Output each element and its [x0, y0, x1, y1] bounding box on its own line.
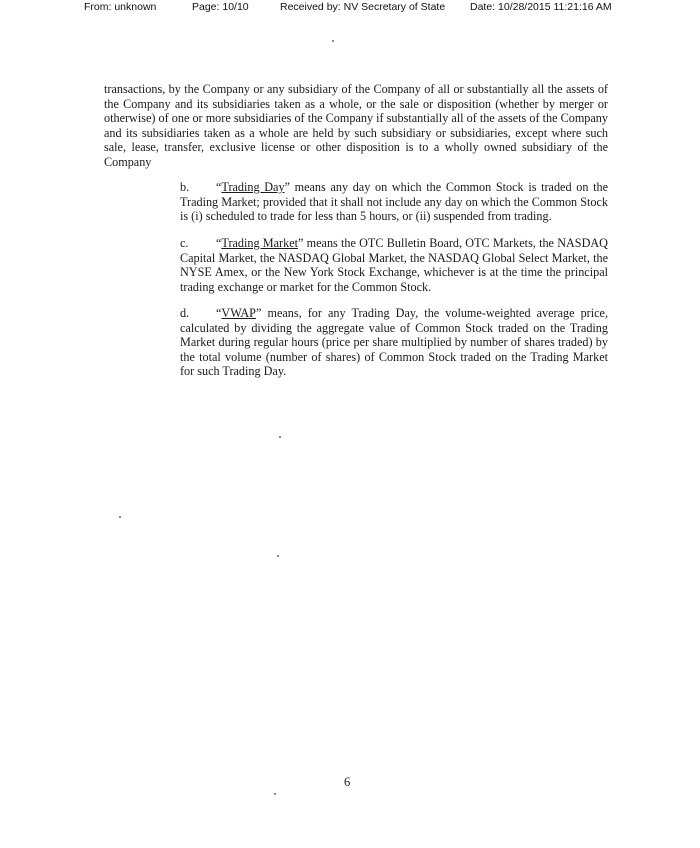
defined-term: VWAP	[221, 306, 256, 320]
definition-label: b.	[180, 180, 190, 194]
definition-text: means any day on which the Common Stock is traded on the Trading Market; provided that it shall not include any day on which the Common Stock is (i) scheduled to trade for less than 5 hours, or (ii) suspended from trading.	[180, 180, 608, 224]
fax-from: From: unknown	[84, 1, 157, 13]
definition-trading-market: c. “Trading Market” means the OTC Bulletin Board, OTC Markets, the NASDAQ Capital Market, the NASDAQ Global Market, the NASDAQ Global Select Market, the NYSE Amex, or the New York Stock Exchange, whichever is at the time the principal trading exchange or market for the Common Stock.	[180, 236, 608, 294]
definition-label: d.	[180, 306, 190, 320]
fax-page: Page: 10/10	[192, 1, 249, 13]
scan-speck	[332, 40, 334, 42]
scan-speck	[279, 436, 281, 438]
defined-term: Trading Day	[221, 180, 285, 194]
definition-label: c.	[180, 236, 189, 250]
defined-term: Trading Market	[221, 236, 298, 250]
fax-received-by: Received by: NV Secretary of State	[280, 1, 446, 13]
definition-text: means the OTC Bulletin Board, OTC Markets, the NASDAQ Capital Market, the NASDAQ Global Market, the NASDAQ Global Select Market, the NYSE Amex, or the New York Stock Exchange, whichever is at the time the principal trading exchange or market for the Common Stock.	[180, 236, 608, 294]
paragraph-continuation	[104, 82, 608, 170]
fax-date: Date: 10/28/2015 11:21:16 AM	[470, 1, 612, 13]
page-number: 6	[344, 775, 351, 789]
definition-trading-day: b. “Trading Day” means any day on which the Common Stock is traded on the Trading Market; provided that it shall not include any day on which the Common Stock is (i) scheduled to trade for less than 5 hours, or (ii) suspended from trading.	[180, 180, 608, 224]
fax-header	[0, 0, 700, 16]
scan-speck	[274, 793, 276, 795]
continuation-text: transactions, by the Company or any subsidiary of the Company of all or substantially all the assets of the Company and its subsidiaries taken as a whole, or the sale or disposition (whether by merger or otherwise) of one or more subsidiaries of the Company if substantially all of the assets of the Company and its subsidiaries taken as a whole are held by such subsidiary or subsidiaries, except where such sale, lease, transfer, exclusive license or other disposition is to a wholly owned subsidiary of the Company	[104, 82, 608, 169]
definition-vwap: d. “VWAP” means, for any Trading Day, the volume-weighted average price, calculated by dividing the aggregate value of Common Stock traded on the Trading Market during regular hours (price per share multiplied by number of shares traded) by the total volume (number of shares) of Common Stock traded on the Trading Market for such Trading Day.	[180, 306, 608, 379]
scan-speck	[119, 516, 121, 518]
scan-speck	[277, 555, 279, 557]
definition-text: means, for any Trading Day, the volume-weighted average price, calculated by dividing the aggregate value of Common Stock traded on the Trading Market during regular hours (price per share multiplied by number of shares traded) by the total volume (number of shares) of Common Stock traded on the Trading Market for such Trading Day.	[180, 306, 608, 379]
